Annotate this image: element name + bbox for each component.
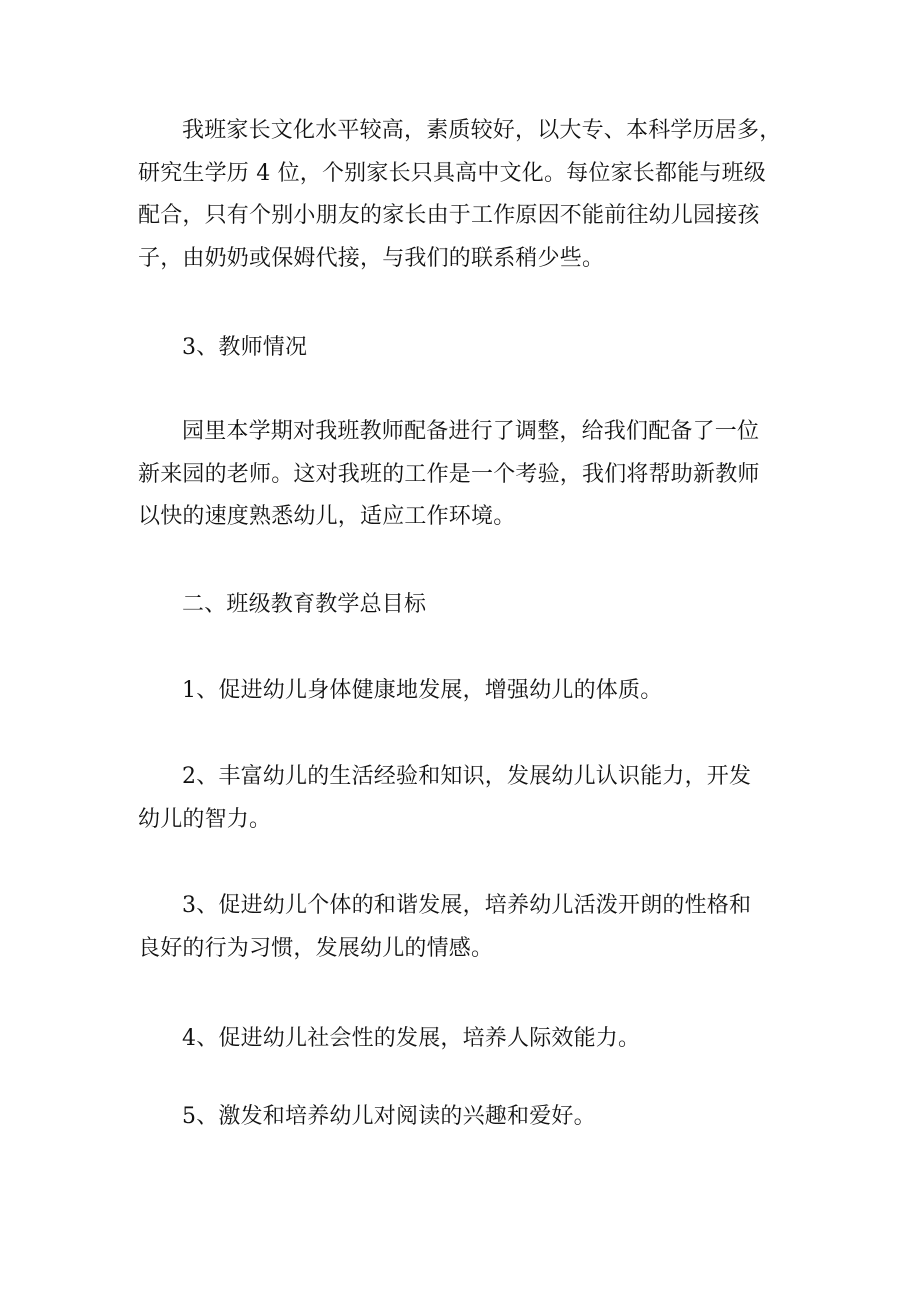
heading-text: 3、教师情况 (182, 335, 308, 360)
heading-teacher-situation (138, 327, 788, 370)
goal-item-3 (138, 885, 788, 970)
heading-text: 二、班级教育教学总目标 (182, 592, 427, 617)
text-line: 子，由奶奶或保姆代接，与我们的联系稍少些。 (138, 245, 605, 271)
text-line: 研究生学历 4 位，个别家长只具高中文化。每位家长都能与班级 (138, 160, 766, 186)
text-line: 5、激发和培养幼儿对阅读的兴趣和爱好。 (182, 1104, 596, 1129)
paragraph-parents-background (138, 110, 788, 280)
text-line: 以快的速度熟悉幼儿，适应工作环境。 (138, 504, 516, 529)
goal-item-5 (138, 1096, 788, 1139)
text-line: 园里本学期对我班教师配备进行了调整，给我们配备了一位 (182, 419, 760, 444)
goal-item-1 (138, 670, 788, 713)
text-line: 1、促进幼儿身体健康地发展，增强幼儿的体质。 (182, 678, 663, 703)
text-line: 幼儿的智力。 (138, 806, 272, 832)
text-line: 配合，只有个别小朋友的家长由于工作原因不能前往幼儿园接孩 (138, 203, 760, 228)
text-line: 3、促进幼儿个体的和谐发展，培养幼儿活泼开朗的性格和 (182, 893, 752, 918)
text-line: 我班家长文化水平较高，素质较好，以大专、本科学历居多， (182, 118, 782, 143)
text-line: 良好的行为习惯，发展幼儿的情感。 (138, 935, 494, 961)
text-line: 新来园的老师。这对我班的工作是一个考验，我们将帮助新教师 (138, 461, 760, 487)
text-line: 2、丰富幼儿的生活经验和知识，发展幼儿认识能力，开发 (182, 764, 752, 789)
goal-item-4 (138, 1018, 788, 1061)
text-line: 4、促进幼儿社会性的发展，培养人际效能力。 (182, 1026, 641, 1051)
paragraph-teacher-adjustment (138, 411, 788, 539)
heading-class-goals (138, 584, 788, 627)
goal-item-2 (138, 756, 788, 841)
